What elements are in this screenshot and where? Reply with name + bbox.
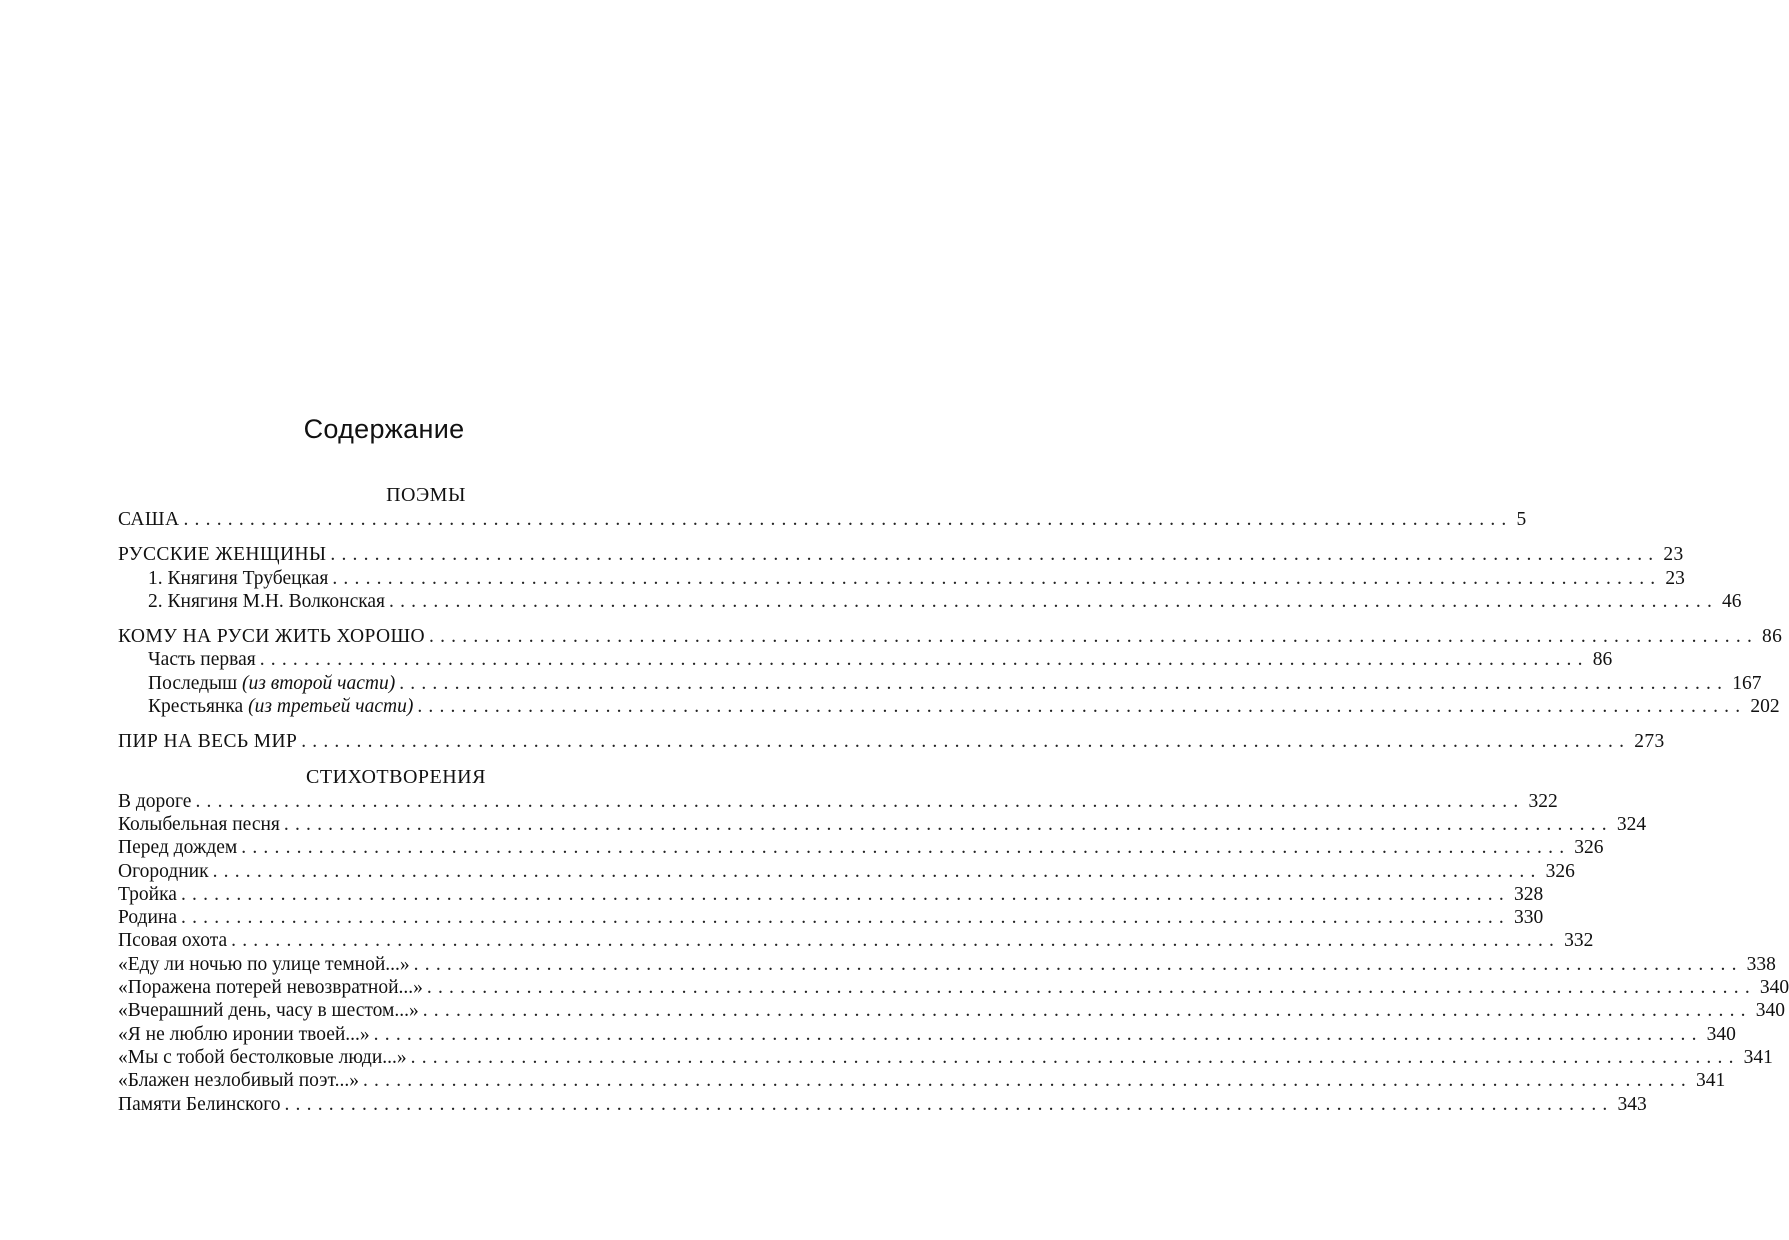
toc-entry: [118, 906, 1544, 929]
entry-page: 5: [1516, 509, 1527, 530]
entry-page: 167: [1732, 672, 1762, 694]
entry-title: РУССКИЕ ЖЕНЩИНЫ: [118, 544, 327, 566]
section-heading-poems-short: СТИХОТВОРЕНИЯ: [306, 765, 486, 788]
dot-leader: ........................................................................................................................: [259, 649, 1589, 671]
dot-leader: ........................................................................................................................: [389, 590, 1719, 612]
entry-page: 23: [1663, 544, 1684, 566]
toc-entry: [118, 1023, 1736, 1046]
dot-leader: ........................................................................................................................: [231, 930, 1561, 952]
toc-entry: [118, 672, 1762, 695]
dot-leader: ........................................................................................................................: [181, 907, 1510, 929]
dot-leader: ........................................................................................................................: [195, 790, 1525, 812]
entry-page: 338: [1746, 953, 1776, 975]
dot-leader: ........................................................................................................................: [241, 837, 1571, 859]
entry-title: Памяти Белинского: [118, 1093, 281, 1115]
entry-title: Последыш (из второй части): [148, 672, 396, 694]
dot-leader: ........................................................................................................................: [183, 509, 1513, 530]
toc-entry: [118, 590, 1742, 613]
toc-entry: [118, 790, 1558, 813]
dot-leader: ........................................................................................................................: [283, 813, 1613, 835]
entry-title: Перед дождем: [118, 837, 238, 859]
toc-entry: [118, 648, 1613, 671]
toc-entry: [118, 929, 1594, 952]
dot-leader: ........................................................................................................................: [180, 883, 1510, 905]
dot-leader: ........................................................................................................................: [417, 696, 1747, 718]
entry-page: 23: [1665, 567, 1685, 589]
entry-page: 326: [1545, 860, 1575, 882]
dot-leader: ........................................................................................................................: [429, 626, 1759, 648]
entry-page: 326: [1574, 837, 1604, 859]
dot-leader: ........................................................................................................................: [330, 544, 1660, 566]
entry-page: 322: [1528, 790, 1558, 812]
entry-title: Тройка: [118, 883, 177, 905]
entry-page: 324: [1616, 813, 1647, 835]
entry-page: 341: [1695, 1070, 1726, 1092]
section-heading-poems: ПОЭМЫ: [386, 484, 466, 506]
toc-entry: [118, 1093, 1647, 1116]
toc-entry: [118, 543, 1684, 566]
entry-page: 273: [1634, 731, 1665, 753]
toc-entry: [118, 976, 1789, 999]
toc-entry: [118, 1046, 1773, 1069]
entry-page: 332: [1564, 930, 1594, 952]
toc-entry: [118, 813, 1647, 836]
toc-entry: [118, 625, 1783, 648]
entry-page: 340: [1706, 1023, 1736, 1045]
toc-entry: [118, 508, 1527, 531]
entry-page: 202: [1750, 696, 1780, 718]
entry-page: 340: [1759, 977, 1789, 999]
dot-leader: ........................................................................................................................: [373, 1023, 1703, 1045]
dot-leader: ........................................................................................................................: [426, 977, 1756, 999]
toc-entry: [118, 883, 1544, 906]
dot-leader: ........................................................................................................................: [284, 1093, 1614, 1115]
dot-leader: ........................................................................................................................: [212, 860, 1542, 882]
entry-title: «Вчерашний день, часу в шестом...»: [118, 1000, 419, 1022]
entry-title: В дороге: [118, 790, 192, 812]
entry-title: САША: [118, 509, 180, 530]
entry-title: 1. Княгиня Трубецкая: [148, 567, 329, 589]
entry-title: «Я не люблю иронии твоей...»: [118, 1023, 370, 1045]
entry-title: «Мы с тобой бестолковые люди...»: [118, 1046, 407, 1068]
entry-title: «Поражена потерей невозвратной...»: [118, 977, 423, 999]
page-title: Содержание: [303, 414, 465, 444]
entry-note: (из третьей части): [248, 696, 414, 718]
dot-leader: ........................................................................................................................: [410, 1046, 1740, 1068]
entry-page: 343: [1617, 1093, 1647, 1115]
dot-leader: ........................................................................................................................: [422, 1000, 1752, 1022]
entry-title: «Еду ли ночью по улице темной...»: [118, 953, 410, 975]
toc-entry: [118, 836, 1604, 859]
entry-page: 340: [1755, 1000, 1785, 1022]
entry-title: «Блажен незлобивый поэт...»: [118, 1070, 359, 1092]
toc-entry: [118, 695, 1780, 718]
entry-title: 2. Княгиня М.Н. Волконская: [148, 590, 386, 612]
dot-leader: ........................................................................................................................: [362, 1070, 1692, 1092]
toc-entry: [118, 567, 1685, 590]
toc-entry: [118, 953, 1776, 976]
dot-leader: ........................................................................................................................: [413, 953, 1743, 975]
entry-title: Крестьянка (из третьей части): [148, 696, 414, 718]
entry-page: 341: [1743, 1046, 1773, 1068]
entry-page: 46: [1722, 590, 1742, 612]
entry-note: (из второй части): [242, 672, 396, 694]
entry-title: Огородник: [118, 860, 209, 882]
entry-title: Часть первая: [148, 649, 256, 671]
table-of-contents: [118, 482, 1789, 1116]
entry-title: Колыбельная песня: [118, 813, 280, 835]
entry-page: 328: [1513, 883, 1544, 905]
toc-entry: [118, 860, 1575, 883]
entry-title: КОМУ НА РУСИ ЖИТЬ ХОРОШО: [118, 626, 426, 648]
entry-title: Родина: [118, 907, 177, 929]
entry-page: 86: [1762, 626, 1783, 648]
dot-leader: ........................................................................................................................: [399, 672, 1729, 694]
dot-leader: ........................................................................................................................: [332, 567, 1662, 589]
toc-entry: [118, 1069, 1726, 1092]
entry-title: Псовая охота: [118, 930, 228, 952]
dot-leader: ........................................................................................................................: [301, 731, 1631, 753]
entry-page: 330: [1514, 907, 1544, 929]
toc-entry: [118, 999, 1785, 1022]
entry-page: 86: [1592, 649, 1613, 671]
toc-entry: [118, 730, 1665, 753]
entry-title: ПИР НА ВЕСЬ МИР: [118, 731, 298, 753]
